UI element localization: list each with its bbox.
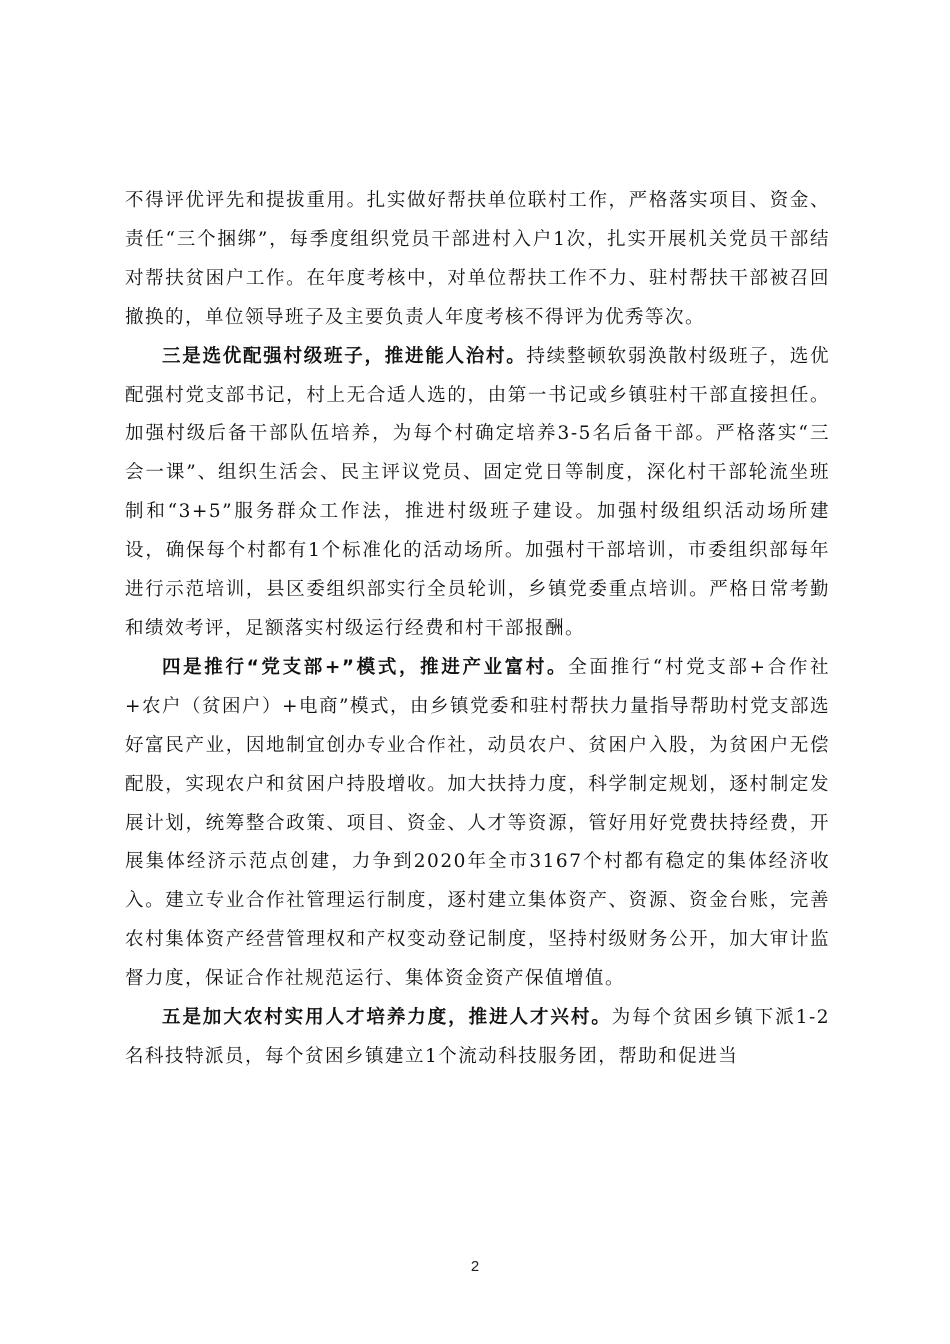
paragraph-2-text: 持续整顿软弱涣散村级班子，选优配强村党支部书记，村上无合适人选的，由第一书记或乡镇驻村干部直接担任。加强村级后备干部队伍培养，为每个村确定培养3-5名后备干部。严格落实“三会一课”、组织生活会、民主评议党员、固定党日等制度，深化村干部轮流坐班制和“3+5”服务群众工作法，推进村级班子建设。加强村级组织活动场所建设，确保每个村都有1个标准化的活动场所。加强村干部培训，市委组织部每年进行示范培训，县区委组织部实行全员轮训，乡镇党委重点培训。严格日常考勤和绩效考评，足额落实村级运行经费和村干部报酬。 — [125, 345, 830, 639]
paragraph-4 — [125, 999, 830, 1077]
paragraph-1 — [125, 182, 830, 338]
page-number: 2 — [470, 1258, 480, 1275]
paragraph-3-lead: 四是推行“党支部+”模式，推进产业富村。 — [162, 656, 569, 678]
paragraph-2 — [125, 338, 830, 649]
document-body — [125, 182, 830, 1077]
paragraph-4-text: 为每个贫困乡镇下派1-2名科技特派员，每个贫困乡镇建立1个流动科技服务团，帮助和促进当 — [125, 1007, 830, 1067]
paragraph-3 — [125, 649, 830, 999]
paragraph-3-text: 全面推行“村党支部+合作社+农户（贫困户）+电商”模式，由乡镇党委和驻村帮扶力量指导帮助村党支部选好富民产业，因地制宜创办专业合作社，动员农户、贫困户入股，为贫困户无偿配股，实现农户和贫困户持股增收。加大扶持力度，科学制定规划，逐村制定发展计划，统筹整合政策、项目、资金、人才等资源，管好用好党费扶持经费，开展集体经济示范点创建，力争到2020年全市3167个村都有稳定的集体经济收入。建立专业合作社管理运行制度，逐村建立集体资产、资源、资金台账，完善农村集体资产经营管理权和产权变动登记制度，坚持村级财务公开，加大审计监督力度，保证合作社规范运行、集体资金资产保值增值。 — [125, 656, 830, 990]
paragraph-2-lead: 三是选优配强村级班子，推进能人治村。 — [162, 345, 527, 367]
paragraph-4-lead: 五是加大农村实用人才培养力度，推进人才兴村。 — [162, 1007, 612, 1029]
paragraph-1-text: 不得评优评先和提拔重用。扎实做好帮扶单位联村工作，严格落实项目、资金、责任“三个捆绑”，每季度组织党员干部进村入户1次，扎实开展机关党员干部结对帮扶贫困户工作。在年度考核中，对单位帮扶工作不力、驻村帮扶干部被召回撤换的，单位领导班子及主要负责人年度考核不得评为优秀等次。 — [125, 190, 830, 328]
